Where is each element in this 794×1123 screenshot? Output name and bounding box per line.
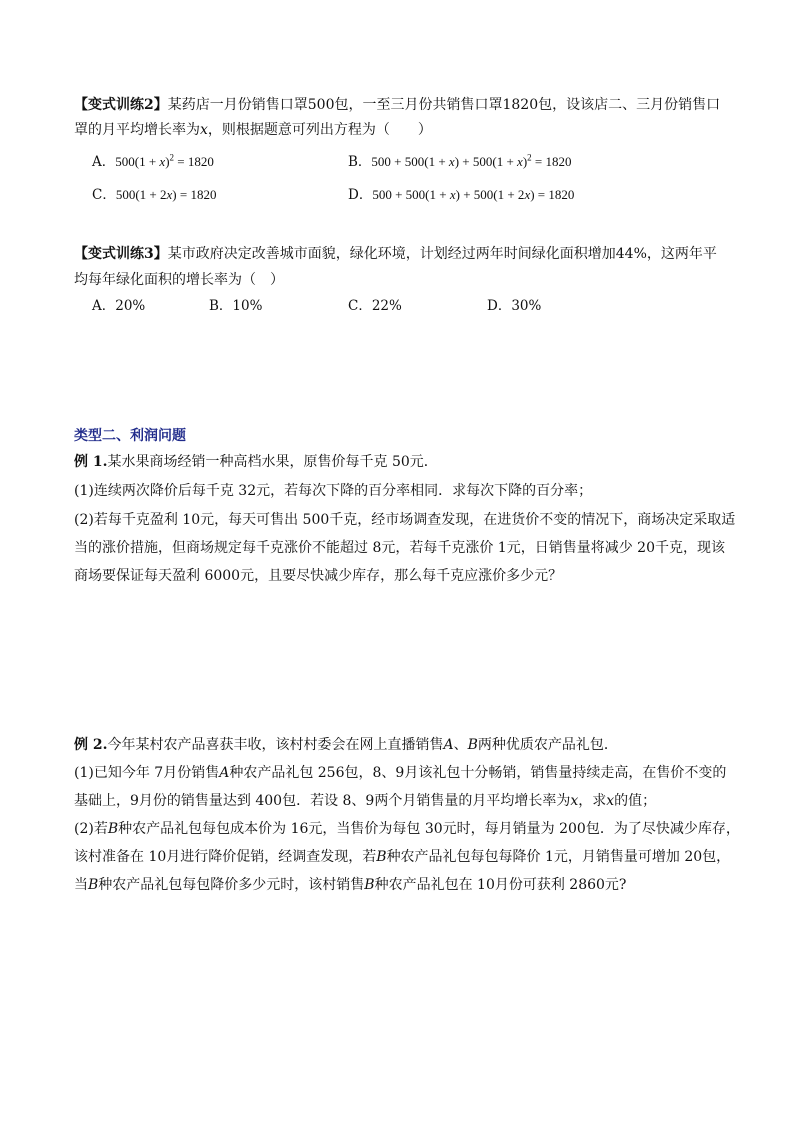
exercise3-text-1: 某市政府决定改善城市面貌，绿化环境，计划经过两年时间绿化面积增加44%，这两年平 [167,246,717,262]
variable-B: B [88,877,99,893]
exercise3-option-c[interactable]: C．22% [348,298,402,314]
variable-B: B [364,877,375,893]
example1-line5: 商场要保证每天盈利 6000元，且要尽快减少库存，那么每千克应涨价多少元？ [74,568,563,584]
exercise2-text-2a: 罩的月平均增长率为 [74,122,200,138]
exercise3-tag: 【变式训练3】 [74,246,168,262]
example2-text-5b: 种农产品礼包每包每降价 1元，月销售量可增加 20包， [386,849,731,865]
example2-text-2b: 种农产品礼包 256包，8、9月该礼包十分畅销，销售量持续走高，在售价不变的 [229,765,727,781]
example2-text-6b: 种农产品礼包每包降价多少元时，该村销售 [98,877,365,893]
example2-tag: 例 2. [74,737,108,753]
example2-line1 [74,736,618,754]
exercise2-option-c[interactable] [92,186,216,204]
example2-text-4b: 种农产品礼包每包成本价为 16元，当售价为每包 30元时，每月销量为 200包．为了尽快减少库存， [118,821,740,837]
example2-text-6a: 当 [74,877,88,893]
example2-text-5a: 该村准备在 10月进行降价促销，经调查发现，若 [74,849,377,865]
variable-x: x [200,122,208,138]
option-b-formula: $500 + 500(1 + x) + 500(1 + x)^2 = 1820$ [371,152,572,169]
example1-line1 [74,453,438,471]
variable-x: x [606,793,615,809]
example2-separator: 、 [453,737,468,753]
exercise3-line2: 均每年绿化面积的增长率为（ ） [74,272,284,288]
option-d-formula: 500 + 500(1 + x) + 500(1 + 2x) = 1820 [372,187,575,202]
example2-line3 [74,792,656,810]
option-a-formula: $500(1 + x)^2 = 1820$ [115,152,214,169]
variable-A: A [443,737,454,753]
variable-B: B [467,737,478,753]
example2-text-3b: ，求 [578,793,607,809]
example2-text-2a: (1)已知今年 7月份销售 [74,765,220,781]
exercise3-option-b[interactable]: B．10% [209,298,263,314]
example2-text-3a: 基础上，9月份的销售量达到 400包．若设 8、9两个月销售量的月平均增长率为 [74,793,571,809]
example2-line4 [74,820,740,838]
example2-line5 [74,848,730,866]
exercise2-option-d[interactable] [348,186,574,204]
example2-text-4a: (2)若 [74,821,108,837]
option-c-formula: 500(1 + 2x) = 1820 [115,187,217,202]
exercise3-option-d[interactable]: D．30% [487,298,542,314]
variable-B: B [376,849,387,865]
exercise2-option-a[interactable] [92,153,214,171]
exercise2-line1 [74,96,720,114]
example1-tag: 例 1. [74,454,108,470]
example1-text-1: 某水果商场经销一种高档水果，原售价每千克 50元． [107,454,438,470]
option-d-label: D． [348,187,373,203]
example2-text-3c: 的值； [614,793,657,809]
variable-x: x [570,793,579,809]
exercise3-option-a[interactable]: A．20% [92,298,146,314]
section-heading-type2: 类型二、利润问题 [74,428,186,444]
example2-line6 [74,876,626,894]
example2-text-6c: 种农产品礼包在 10月份可获利 2860元? [374,877,627,893]
exercise2-line2 [74,121,432,139]
example1-line4: 当的涨价措施，但商场规定每千克涨价不能超过 8元，若每千克涨价 1元，日销售量将减少 20千克，现该 [74,540,725,556]
exercise2-option-b[interactable] [348,153,572,171]
variable-B: B [107,821,119,837]
example2-line2 [74,764,726,782]
option-a-label: A． [92,154,116,170]
option-c-label: C． [92,187,116,203]
exercise2-text-2b: ，则根据题意可列出方程为（ ） [207,122,432,138]
example1-line3: (2)若每千克盈利 10元，每天可售出 500千克，经市场调查发现，在进货价不变的情况下，商场决定采取适 [74,512,736,528]
exercise3-line1 [74,245,717,263]
example2-text-1a: 今年某村农产品喜获丰收，该村村委会在网上直播销售 [107,737,444,753]
option-b-label: B． [348,154,372,170]
exercise2-tag: 【变式训练2】 [74,97,168,113]
example2-text-1b: 两种优质农产品礼包． [477,737,618,753]
variable-A: A [219,765,230,781]
example1-line2: (1)连续两次降价后每千克 32元，若每次下降的百分率相同．求每次下降的百分率； [74,483,593,499]
exercise2-text-1: 某药店一月份销售口罩500包，一至三月份共销售口罩1820包，设该店二、三月份销售口 [167,97,721,113]
